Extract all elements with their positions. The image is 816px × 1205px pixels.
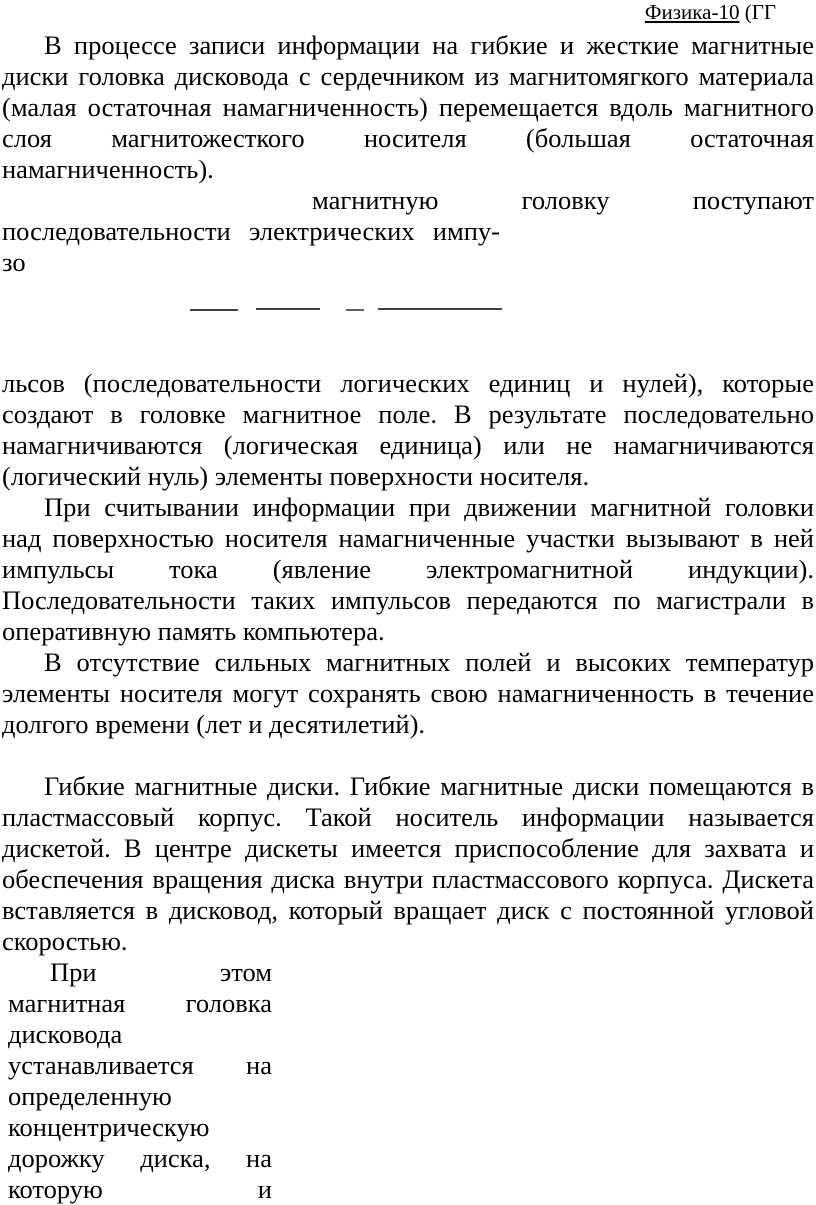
paragraph-2: льсов (последовательности логических единиц и нулей), которые создают в головке магнитное поле. В результате последовательно намагничиваются (логическая единица) или не намагничиваются (логический нуль) элементы поверхности носителя. [2, 368, 814, 491]
narrow-line: дисковода [8, 1019, 123, 1049]
paragraph-1-fragment: зо [2, 247, 26, 277]
narrow-line: устанавливается на [8, 1050, 272, 1080]
paragraph-gap [2, 740, 814, 771]
scan-artifact-line [2, 278, 814, 368]
narrow-line: магнитная головка [8, 988, 272, 1018]
narrow-line: дорожку диска, на [8, 1143, 272, 1173]
document-body [2, 30, 814, 1205]
paragraph-1-intro: В процессе записи информации на гибкие и жесткие магнитные диски головка дисковода с сердечником из магнитомягкого материала (малая остаточная намагниченность) перемещается вдоль магнитного слоя магнитожесткого носителя (большая остаточная намагниченность). [2, 30, 814, 184]
narrow-line: которую и [8, 1174, 272, 1204]
scan-artifact-strokes [182, 306, 506, 314]
narrow-line: При этом [50, 957, 272, 987]
narrow-column [8, 957, 272, 1205]
narrow-line: концентрическую [8, 1112, 210, 1142]
header-subject: Физика-10 [644, 0, 740, 24]
paragraph-5: Гибкие магнитные диски. Гибкие магнитные диски помещаются в пластмассовый корпус. Такой носитель информации называется дискетой. В центре дискеты имеется приспособление для захвата и обеспечения вращения диска внутри пластмассового корпуса. Дискета вставляется в дисковод, который вращает диск с постоянной угловой скоростью. [2, 771, 814, 956]
header-suffix: (ГГ [739, 0, 776, 24]
narrow-line: определенную [8, 1081, 172, 1111]
paragraph-1-line: магнитную головку поступают [312, 185, 814, 215]
page-header [645, 0, 776, 24]
paragraph-4: В отсутствие сильных магнитных полей и высоких температур элементы носителя могут сохранять свою намагниченность в течение долгого времени (лет и десятилетий). [2, 647, 814, 739]
paragraph-1-line: последовательности электрических импу- [2, 216, 500, 246]
paragraph-3: При считывании информации при движении магнитной головки над поверхностью носителя намагниченные участки вызывают в ней импульсы тока (явление электромагнитной индукции). Последовательности таких импульсов передаются по магистрали в оперативную память компьютера. [2, 492, 814, 646]
